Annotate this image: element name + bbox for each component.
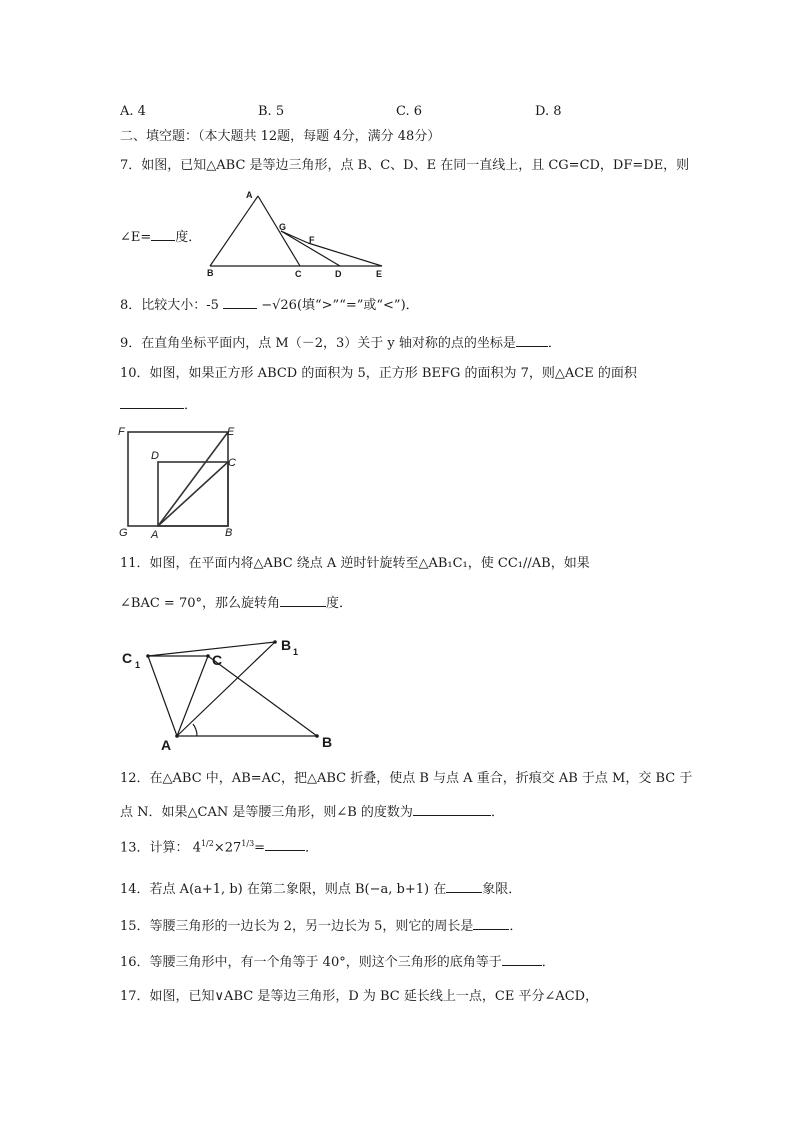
question-14	[120, 880, 521, 898]
option-d: D. 8	[535, 104, 562, 119]
q13-times: ×27	[213, 840, 242, 856]
q13-eq: =	[254, 840, 266, 856]
q11-prefix: ∠BAC = 70°，那么旋转角	[120, 596, 280, 611]
q13-blank[interactable]	[265, 838, 305, 851]
q10-blank[interactable]	[120, 396, 184, 409]
question-12-line2	[120, 803, 504, 821]
question-8	[120, 296, 419, 314]
question-15	[120, 917, 522, 935]
q13-expression	[193, 836, 265, 856]
q13-base1: 4	[192, 840, 201, 856]
q9-blank[interactable]	[516, 334, 548, 347]
question-7-text: 7．如图，已知△ABC 是等边三角形，点 B、C、D、E 在同一直线上，且 CG=CD，DF=DE，则	[120, 158, 690, 173]
q12-suffix: ．	[490, 805, 504, 820]
question-11-line2	[120, 594, 352, 612]
q11-label-a: A	[161, 737, 172, 753]
q10-label-c: C	[228, 457, 236, 469]
figure-q7	[200, 186, 400, 280]
q12-prefix: 点 N．如果△CAN 是等腰三角形，则∠B 的度数为	[120, 805, 413, 820]
q10-label-a: A	[151, 529, 159, 541]
q7-label-c: C	[295, 269, 302, 279]
option-b: B. 5	[258, 104, 285, 119]
question-7-answer	[120, 228, 201, 246]
q14-prefix: 14．若点 A(a+1, b) 在第二象限，则点 B(−a, b+1) 在	[120, 882, 447, 897]
question-17: 17．如图，已知∨ABC 是等边三角形，D 为 BC 延长线上一点，CE 平分∠ACD，	[120, 989, 599, 1004]
q10-label-d: D	[151, 450, 159, 462]
q7-label-e: E	[376, 269, 383, 279]
q11-label-c1: C	[122, 650, 133, 666]
q16-text: 16．等腰三角形中，有一个角等于 40°，则这个三角形的底角等于	[120, 955, 502, 970]
q11-blank[interactable]	[280, 594, 326, 607]
q14-suffix: 象限．	[482, 882, 522, 897]
q8-suffix: (填“>”“=”或“<”)．	[296, 298, 419, 313]
q11-suffix: 度．	[325, 596, 352, 611]
q13-prefix: 13．计算：	[120, 840, 189, 856]
section-heading: 二、填空题：（本大题共 12题，每题 4分，满分 48分）	[120, 129, 441, 144]
q8-blank[interactable]	[223, 296, 257, 309]
q10-label-f: F	[118, 426, 125, 438]
q11-label-c1-sub: 1	[135, 660, 141, 670]
q13-exp2: 1/3	[241, 839, 255, 848]
q8-prefix: 8．比较大小：-5	[120, 298, 219, 313]
q15-blank[interactable]	[473, 917, 509, 930]
option-c: C. 6	[396, 104, 423, 119]
q11-label-b1: B	[281, 637, 292, 653]
q11-label-b: B	[322, 734, 333, 750]
q7-blank[interactable]	[151, 228, 175, 241]
q10-label-e: E	[227, 426, 235, 438]
q13-exp1: 1/2	[200, 839, 214, 848]
question-10-answer	[120, 396, 197, 414]
figure-q10	[115, 420, 245, 542]
q7-prefix: ∠E=	[120, 230, 152, 245]
q16-suffix: ．	[541, 955, 555, 970]
question-9	[120, 334, 561, 352]
question-11-line1: 11．如图，在平面内将△ABC 绕点 A 逆时针旋转至△AB₁C₁，使 CC₁//AB，如果	[120, 556, 590, 571]
option-a: A. 4	[120, 104, 146, 119]
figure-q11	[115, 628, 345, 754]
q15-text: 15．等腰三角形的一边长为 2，另一边长为 5，则它的周长是	[120, 919, 474, 934]
q8-middle: −√26	[261, 298, 297, 313]
question-12-line1: 12．在△ABC 中，AB=AC，把△ABC 折叠，使点 B 与点 A 重合，折痕交 AB 于点 M，交 BC 于	[120, 771, 693, 786]
question-10-text: 10．如图，如果正方形 ABCD 的面积为 5，正方形 BEFG 的面积为 7，则△ACE 的面积	[120, 366, 637, 381]
q11-label-b1-sub: 1	[293, 647, 299, 657]
q7-label-f: F	[309, 235, 315, 245]
q10-label-g: G	[119, 527, 128, 539]
question-13	[120, 836, 318, 860]
q15-suffix: ．	[509, 919, 523, 934]
q7-label-a: A	[246, 190, 253, 200]
q10-suffix: ．	[184, 398, 198, 413]
q7-label-d: D	[335, 269, 342, 279]
q16-blank[interactable]	[502, 953, 542, 966]
q7-suffix: 度．	[175, 230, 202, 245]
q11-label-c: C	[212, 652, 223, 668]
q7-label-g: G	[279, 222, 287, 232]
q13-suffix: ．	[305, 840, 319, 856]
question-16	[120, 953, 555, 971]
q10-label-b: B	[225, 527, 233, 539]
q7-label-b: B	[207, 268, 214, 278]
q14-blank[interactable]	[446, 880, 482, 893]
q12-blank[interactable]	[413, 803, 491, 816]
q9-suffix: ．	[547, 336, 561, 351]
q9-text: 9．在直角坐标平面内，点 M（－2，3）关于 y 轴对称的点的坐标是	[120, 336, 516, 351]
